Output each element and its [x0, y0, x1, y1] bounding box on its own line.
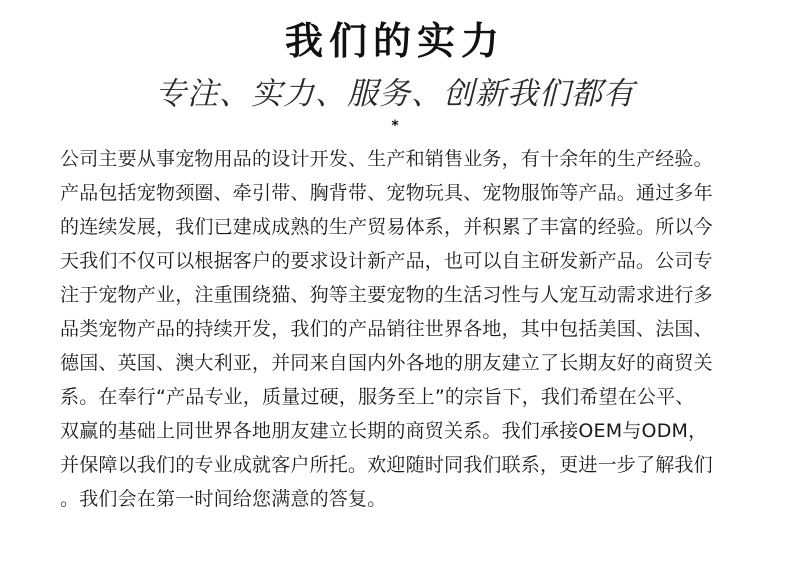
description-line: 德国、英国、澳大利亚，并同来自国内外各地的朋友建立了长期友好的商贸关: [60, 352, 713, 374]
description-line: 系。在奉行“产品专业，质量过硬，服务至上”的宗旨下，我们希望在公平、: [60, 386, 695, 408]
description-line: 双赢的基础上同世界各地朋友建立长期的商贸关系。我们承接OEM与ODM，: [60, 420, 708, 442]
description-line: 的连续发展，我们已建成成熟的生产贸易体系，并积累了丰富的经验。所以今: [60, 216, 713, 238]
description-line: 品类宠物产品的持续开发，我们的产品销往世界各地，其中包括美国、法国、: [60, 318, 713, 340]
description-line: 并保障以我们的专业成就客户所托。欢迎随时同我们联系，更进一步了解我们: [60, 454, 713, 476]
company-description: [60, 142, 750, 516]
description-line: 。我们会在第一时间给您满意的答复。: [60, 488, 387, 510]
page-subtitle: 专注、实力、服务、创新我们都有: [155, 76, 635, 112]
description-line: 产品包括宠物颈圈、牵引带、胸背带、宠物玩具、宠物服饰等产品。通过多年: [60, 182, 713, 204]
description-line: 公司主要从事宠物用品的设计开发、生产和销售业务，有十余年的生产经验。: [60, 148, 713, 170]
star-divider: *: [391, 118, 399, 134]
description-line: 注于宠物产业，注重围绕猫、狗等主要宠物的生活习性与人宠互动需求进行多: [60, 284, 713, 306]
description-line: 天我们不仅可以根据客户的要求设计新产品，也可以自主研发新产品。公司专: [60, 250, 713, 272]
page-title: 我们的实力: [284, 19, 505, 63]
